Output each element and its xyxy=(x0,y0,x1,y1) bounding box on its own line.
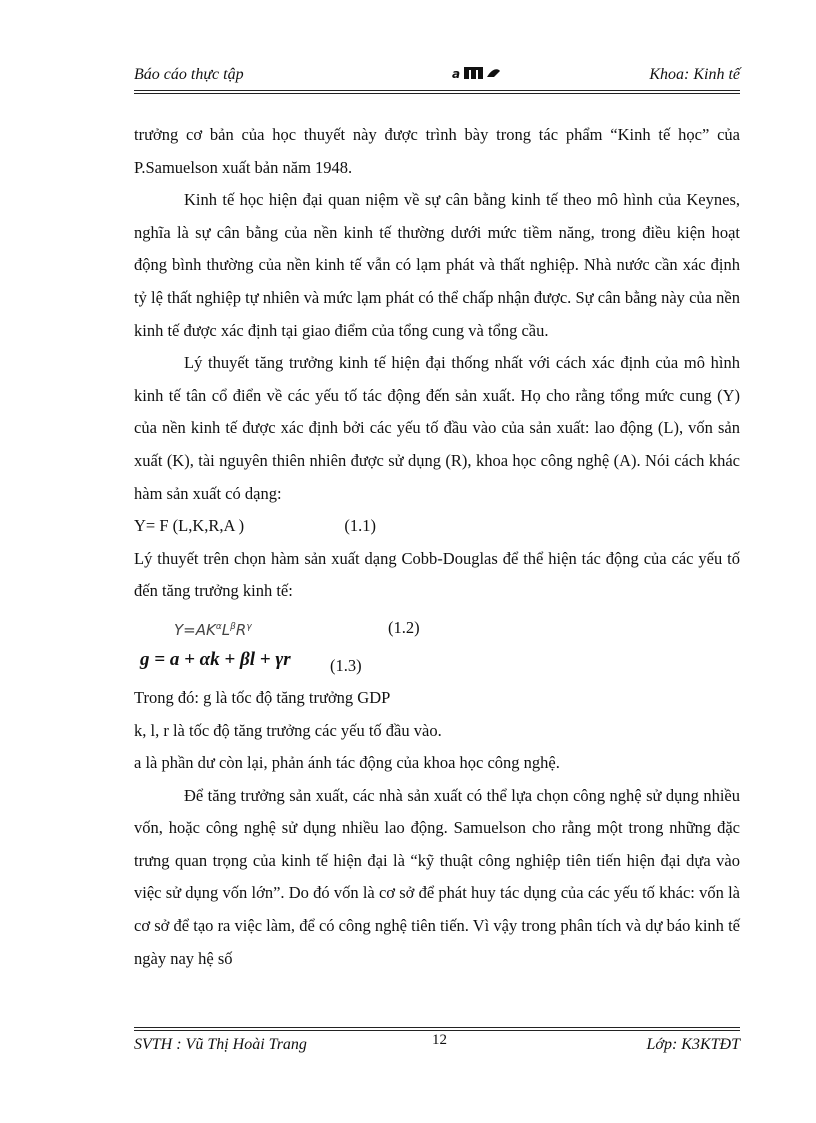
header-rule-2 xyxy=(134,93,740,94)
header-rule xyxy=(134,90,740,91)
equation-1-row xyxy=(134,510,740,543)
equation-2: $Y=AK^\alpha L^\beta R^\gamma$ xyxy=(174,620,252,639)
footer-rule xyxy=(134,1027,740,1028)
paragraph-3: Lý thuyết tăng trưởng kinh tế hiện đại thống nhất với cách xác định của mô hình kinh tế tân cổ điển về các yếu tố tác động đến sản xuất. Họ cho rằng tổng mức cung (Y) của nền kinh tế được xác định bởi các yếu tố đầu vào của sản xuất: lao động (L), vốn sản xuất (K), tài nguyên thiên nhiên được sử dụng (R), khoa học công nghệ (A). Nói cách khác hàm sản xuất có dạng: xyxy=(134,353,740,503)
equation-2-number: (1.2) xyxy=(388,617,420,637)
paragraph-1: trưởng cơ bản của học thuyết này được trình bày trong tác phẩm “Kinh tế học” của P.Samuelson xuất bản năm 1948. xyxy=(134,125,740,177)
header-right: Khoa: Kinh tế xyxy=(649,66,740,83)
header-left: Báo cáo thực tập xyxy=(134,66,244,83)
equation-1-number: (1.1) xyxy=(344,516,377,536)
svg-text:a: a xyxy=(452,67,461,81)
footer-rule-2 xyxy=(134,1030,740,1031)
equation-1: Y= F (L,K,R,A ) xyxy=(134,516,245,536)
equation-3-number: (1.3) xyxy=(330,655,362,675)
page-header xyxy=(134,64,740,86)
equation-3: g = a + αk + βl + γr xyxy=(140,648,291,670)
page-number: 12 xyxy=(432,1032,447,1048)
paragraph-6: k, l, r là tốc độ tăng trưởng các yếu tố đầu vào. xyxy=(134,720,442,740)
paragraph-7: a là phần dư còn lại, phản ánh tác động của khoa học công nghệ. xyxy=(134,753,560,773)
paragraph-2: Kinh tế học hiện đại quan niệm về sự cân bằng kinh tế theo mô hình của Keynes, nghĩa là sự cân bằng của nền kinh tế thường dưới mức tiềm năng, trong điều kiện hoạt động bình thường của nền kinh tế vẫn có lạm phát và thất nghiệp. Nhà nước cần xác định tỷ lệ thất nghiệp tự nhiên và mức lạm phát có thể chấp nhận được. Sự cân bằng này của nền kinh tế được xác định tại giao điểm của tổng cung và tổng cầu. xyxy=(134,190,740,340)
paragraph-5: Trong đó: g là tốc độ tăng trưởng GDP xyxy=(134,687,391,707)
page-body xyxy=(134,119,740,975)
paragraph-4: Lý thuyết trên chọn hàm sản xuất dạng Cobb-Douglas để thể hiện tác động của các yếu tố đến tăng trưởng kinh tế: xyxy=(134,548,740,601)
footer-author: SVTH : Vũ Thị Hoài Trang xyxy=(134,1036,307,1053)
ornament-icon xyxy=(450,63,510,83)
header-ornament xyxy=(450,63,510,88)
equation-2-row xyxy=(134,612,740,646)
footer-class: Lớp: K3KTĐT xyxy=(646,1036,740,1053)
paragraph-8: Để tăng trưởng sản xuất, các nhà sản xuất có thể lựa chọn công nghệ sử dụng nhiều vốn, hoặc công nghệ sử dụng nhiều lao động. Samuelson cho rằng một trong những đặc trưng quan trọng của kinh tế hiện đại là “kỹ thuật công nghiệp tiên tiến hiện đại dựa vào việc sử dụng vốn lớn”. Do đó vốn là cơ sở để phát huy tác dụng của các yếu tố khác: vốn là cơ sở để tạo ra việc làm, để có công nghệ tiên tiến. Vì vậy trong phân tích và dự báo kinh tế ngày nay hệ số xyxy=(134,785,740,968)
equation-3-row xyxy=(134,646,740,682)
